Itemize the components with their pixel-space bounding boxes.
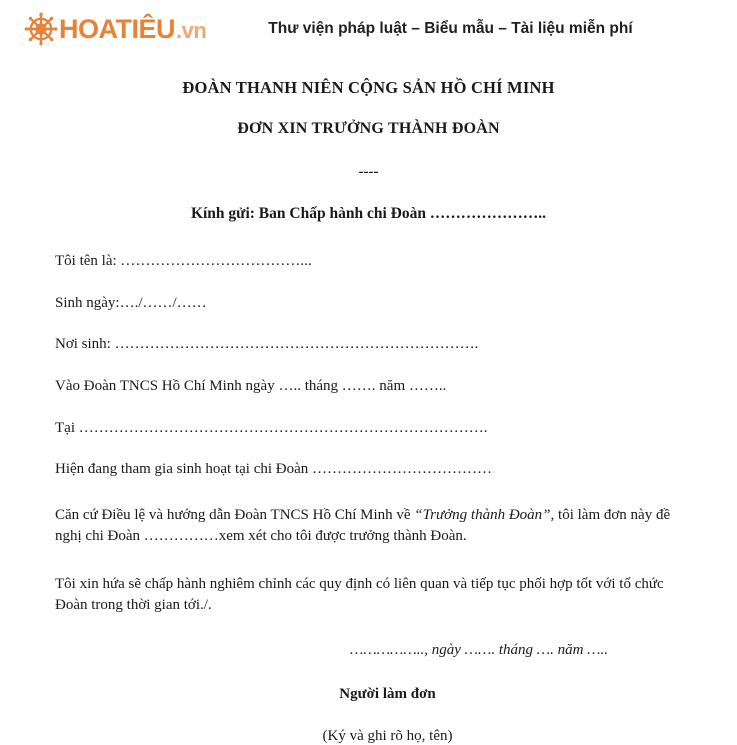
organization-title: ĐOÀN THANH NIÊN CỘNG SẢN HỒ CHÍ MINH (182, 78, 555, 97)
document-title-block (0, 78, 737, 223)
signature-date-line: …………….., ngày ……. tháng …. năm ….. (350, 642, 608, 659)
title-divider: ---- (358, 164, 379, 180)
site-tagline: Thư viện pháp luật – Biểu mẫu – Tài liệu miễn phí (268, 20, 633, 37)
brand-name: HOATIÊU (59, 13, 175, 44)
document-content (55, 253, 682, 745)
site-header (0, 0, 737, 58)
field-location: Tại ………………………………………………………………………. (55, 419, 488, 436)
paragraph-request (55, 505, 682, 548)
paragraph-request-part1: Căn cứ Điều lệ và hướng dẫn Đoàn TNCS Hồ Chí Minh về (55, 507, 415, 524)
paragraph-request-quoted: “Trưởng thành Đoàn” (414, 507, 551, 524)
paragraph-request-part2: , tôi làm đơn này đề nghị chi Đoàn ……………xem xét cho tôi được trưởng thành Đoàn. (55, 507, 671, 545)
field-full-name: Tôi tên là: ………………………………... (55, 253, 312, 269)
brand-wordmark (59, 13, 207, 44)
field-current-branch: Hiện đang tham gia sinh hoạt tại chi Đoàn ……………………………… (55, 461, 493, 478)
ship-wheel-icon (24, 12, 58, 46)
field-date-of-birth: Sinh ngày:…./……/…… (55, 294, 207, 311)
field-place-of-birth: Nơi sinh: ………………………………………………………………. (55, 336, 479, 353)
site-logo[interactable] (24, 12, 206, 46)
signature-role-label: Người làm đơn (339, 686, 436, 702)
signature-instruction: (Ký và ghi rõ họ, tên) (322, 727, 453, 744)
paragraph-commitment: Tôi xin hứa sẽ chấp hành nghiêm chỉnh các quy định có liên quan và tiếp tục phối hợp tốt với tổ chức Đoàn trong thời gian tới./. (55, 575, 664, 614)
field-join-date: Vào Đoàn TNCS Hồ Chí Minh ngày ….. tháng ……. năm …….. (55, 378, 447, 395)
recipient-line: Kính gửi: Ban Chấp hành chi Đoàn ………………….. (190, 205, 547, 222)
brand-tld: .vn (176, 17, 207, 43)
document-title: ĐƠN XIN TRƯỞNG THÀNH ĐOÀN (237, 120, 500, 137)
document-body (0, 58, 737, 745)
